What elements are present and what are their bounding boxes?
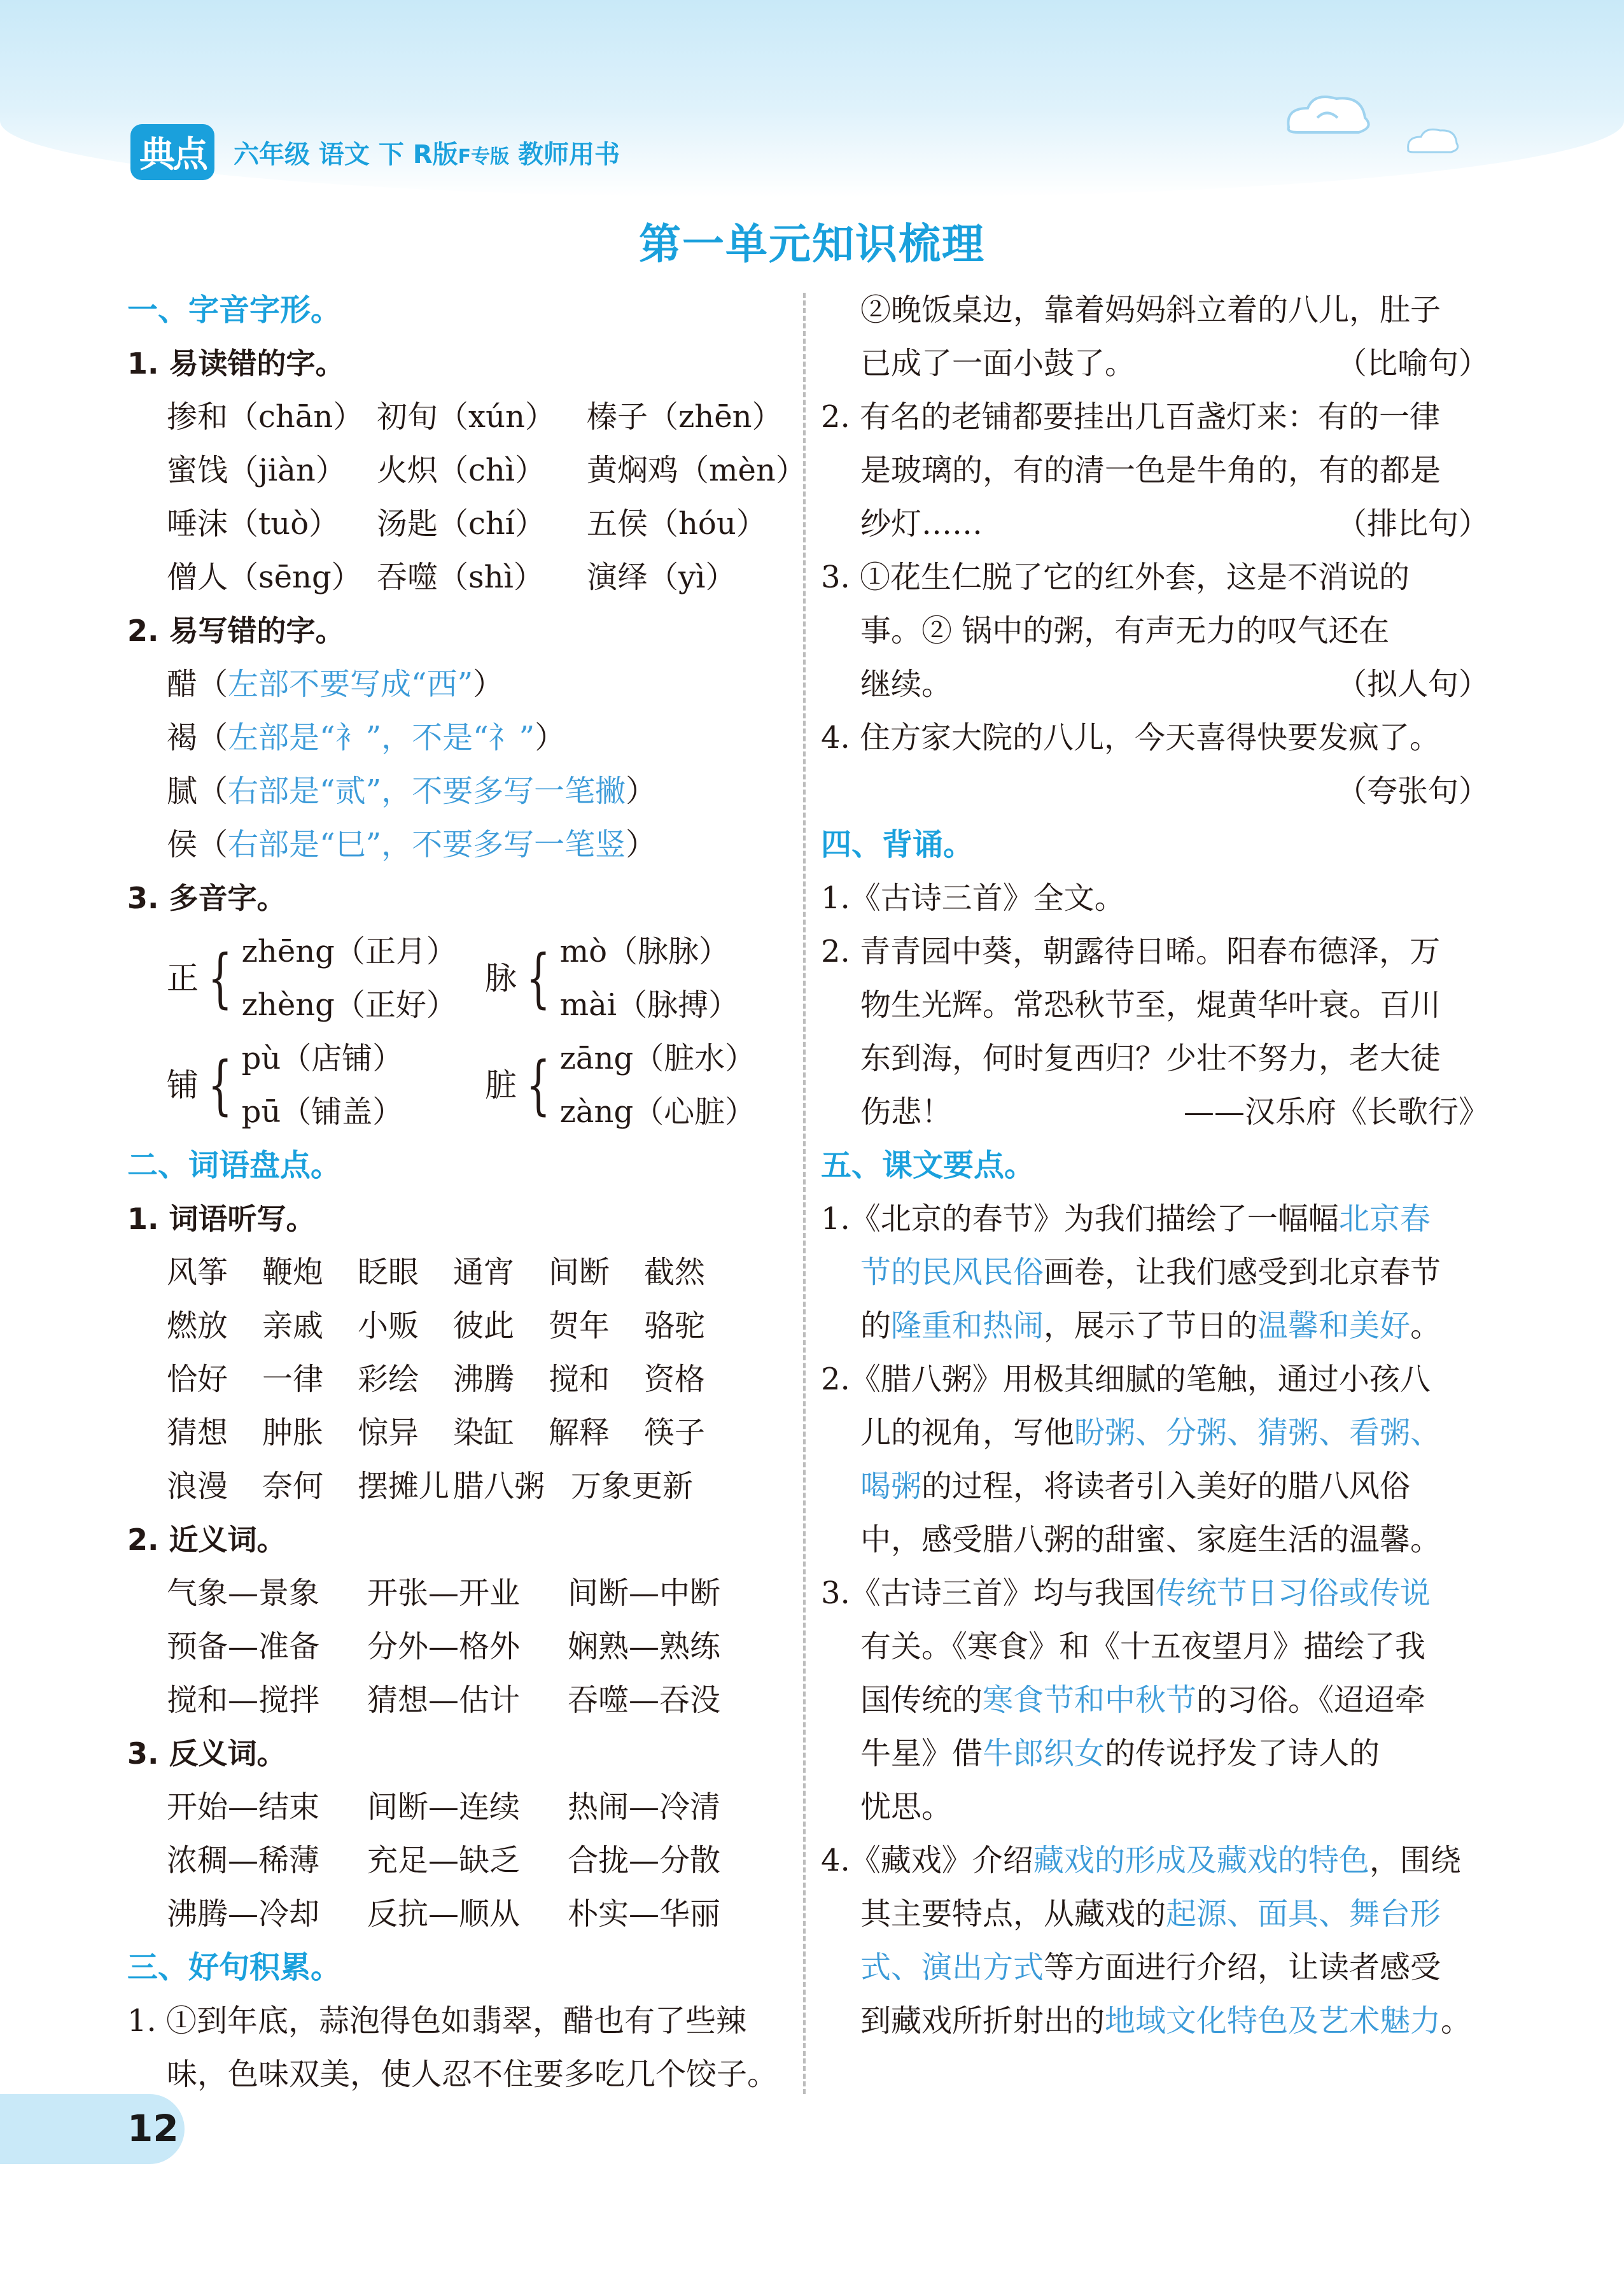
list-item: 筷子 [644, 1415, 706, 1451]
list-item: 猜想—估计 [367, 1682, 521, 1718]
list-item: 侯（右部是“⺒”，不要多写一笔竖） [167, 827, 657, 862]
subheading: 2. 近义词。 [127, 1522, 286, 1557]
subheading: 1. 易读错的字。 [127, 346, 345, 381]
list-item: 燃放 [167, 1308, 228, 1344]
list-item: 僧人（sēng） [167, 559, 362, 595]
list-item: 资格 [644, 1361, 706, 1397]
list-item: 奈何 [262, 1468, 324, 1504]
list-item: 浪漫 [167, 1468, 228, 1504]
list-item: 充足—缺乏 [367, 1843, 521, 1878]
sentence-item: 1. ①到年底，蒜泡得色如翡翠，醋也有了些辣 味，色味双美，使人忍不住要多吃几个饺子。 [127, 2003, 778, 2092]
list-item: 气象—景象 [167, 1575, 320, 1611]
list-item: 鞭炮 [262, 1255, 324, 1290]
list-item: 截然 [644, 1255, 706, 1290]
page-number: 12 [127, 2107, 179, 2150]
list-item: 浓稠—稀薄 [167, 1843, 320, 1878]
list-item: 沸腾—冷却 [167, 1896, 320, 1932]
list-item: 间断 [549, 1255, 610, 1290]
list-item: 腊八粥 [453, 1468, 545, 1504]
list-item: 五侯（hóu） [587, 506, 767, 542]
list-item: 合拢—分散 [568, 1843, 721, 1878]
list-item: 猜想 [167, 1415, 228, 1451]
poem-source: ——汉乐府《长歌行》 [1183, 1094, 1489, 1130]
list-item: 染缸 [453, 1415, 515, 1451]
section-heading: 五、课文要点。 [821, 1148, 1035, 1183]
list-item: 彩绘 [358, 1361, 419, 1397]
list-item: 骆驼 [644, 1308, 706, 1344]
polyphone-item: 正 { zhēng（正月） zhèng（正好） [167, 934, 457, 1023]
sentence-type: （拟人句） [1336, 666, 1489, 702]
synonym-list [127, 1566, 789, 1727]
list-item: 朴实—华丽 [568, 1896, 721, 1932]
polyphone-list [127, 925, 789, 1139]
list-item: 掺和（chān） [167, 399, 364, 435]
list-item: 搅和 [549, 1361, 610, 1397]
key-point: 2.《腊八粥》用极其细腻的笔触，通过小孩八 儿的视角，写他盼粥、分粥、猜粥、看粥、 喝粥的过程，将读者引入美好的腊八风俗 中，感受腊八粥的甜蜜、家庭生活的温馨。 [821, 1361, 1441, 1557]
list-item: 惊异 [358, 1415, 419, 1451]
subheading: 1. 词语听写。 [127, 1202, 316, 1236]
sentence-type: （排比句） [1336, 506, 1489, 542]
sentence-type: （夸张句） [1336, 773, 1489, 809]
right-column [821, 283, 1489, 2048]
subheading: 3. 反义词。 [127, 1736, 286, 1771]
list-item: 腻（右部是“贰”，不要多写一笔撇） [167, 773, 657, 809]
recite-item: 1.《古诗三首》全文。 [821, 880, 1125, 916]
sentence-item: 4. 住方家大院的八儿，今天喜得快要发疯了。 [821, 720, 1441, 756]
list-item: 黄焖鸡（mèn） [587, 453, 806, 488]
list-item: 榛子（zhēn） [587, 399, 783, 435]
cloud-icon [1279, 89, 1375, 140]
list-item: 恰好 [167, 1361, 228, 1397]
list-item: 彼此 [453, 1308, 515, 1344]
list-item: 通宵 [453, 1255, 515, 1290]
list-item: 搅和—搅拌 [167, 1682, 320, 1718]
list-item: 演绎（yì） [587, 559, 736, 595]
subheading: 2. 易写错的字。 [127, 614, 345, 648]
key-point: 1.《北京的春节》为我们描绘了一幅幅北京春 节的民风民俗画卷，让我们感受到北京春节 的隆重和热闹，展示了节日的温馨和美好。 [821, 1201, 1441, 1344]
list-item: 眨眼 [358, 1255, 419, 1290]
list-item: 分外—格外 [367, 1629, 521, 1664]
list-item: 一律 [262, 1361, 324, 1397]
list-item: 沸腾 [453, 1361, 515, 1397]
section-heading: 二、词语盘点。 [127, 1148, 342, 1183]
list-item: 间断—中断 [568, 1575, 721, 1611]
key-point: 4.《藏戏》介绍藏戏的形成及藏戏的特色，围绕 其主要特点，从藏戏的起源、面具、舞台形 式、演出方式等方面进行介绍，让读者感受 到藏戏所折射出的地域文化特色及艺术魅力。 [821, 1843, 1472, 2039]
list-item: 初旬（xún） [377, 399, 556, 435]
list-item: 娴熟—熟练 [568, 1629, 721, 1664]
list-item: 反抗—顺从 [367, 1896, 521, 1932]
list-item: 肿胀 [262, 1415, 324, 1451]
list-item: 亲戚 [262, 1308, 324, 1344]
left-column [127, 283, 806, 2101]
antonym-list [127, 1780, 789, 1941]
list-item: 褐（左部是“衤”，不是“礻”） [167, 720, 566, 756]
recite-item: 2. 青青园中葵，朝露待日晞。阳春布德泽，万 物生光辉。常恐秋节至，焜黄华叶衰。百川 东到海，何时复西归？少壮不努力，老大徒 伤悲！ ——汉乐府《长歌行》 [821, 925, 1489, 1139]
list-item: 间断—连续 [367, 1789, 521, 1825]
polyphone-item: 脏 { zāng（脏水） zàng（心脏） [485, 1041, 756, 1130]
book-logo: 典点 [130, 124, 214, 180]
sentence-item: ②晚饭桌边，靠着妈妈斜立着的八儿，肚子 已成了一面小鼓了。 [860, 292, 1441, 381]
list-item: 摆摊儿 [358, 1468, 450, 1504]
list-item: 吞噬（shì） [377, 559, 544, 595]
list-item: 火炽（chì） [377, 453, 546, 488]
cloud-icon [1403, 124, 1460, 156]
dictation-list [127, 1246, 789, 1459]
page-number-tab [0, 2094, 185, 2164]
sentence-item: 3. ①花生仁脱了它的红外套，这是不消说的 事。② 锅中的粥，有声无力的叹气还在 继续。 [821, 559, 1410, 702]
list-item: 贺年 [549, 1308, 610, 1344]
polyphone-item: 脉 { mò（脉脉） mài（脉搏） [485, 934, 739, 1023]
list-item: 汤匙（chí） [377, 506, 546, 542]
list-item: 开张—开业 [367, 1575, 521, 1611]
column-divider [803, 293, 806, 2094]
sentence-item: 2. 有名的老铺都要挂出几百盏灯来：有的一律 是玻璃的，有的清一色是牛角的，有的都是 纱灯…… [821, 399, 1441, 542]
subheading: 3. 多音字。 [127, 881, 286, 915]
section-heading: 一、字音字形。 [127, 292, 342, 328]
section-heading: 三、好句积累。 [127, 1950, 342, 1985]
list-item: 解释 [549, 1415, 610, 1451]
list-item: 热闹—冷清 [568, 1789, 721, 1825]
list-item: 风筝 [167, 1255, 228, 1290]
page-title: 第一单元知识梳理 [639, 220, 985, 269]
list-item: 蜜饯（jiàn） [167, 453, 346, 488]
list-item: 小贩 [358, 1308, 419, 1344]
list-item: 吞噬—吞没 [568, 1682, 721, 1718]
list-item: 万象更新 [571, 1468, 694, 1504]
list-item: 醋（左部不要写成“西”） [167, 666, 504, 702]
section-heading: 四、背诵。 [821, 827, 974, 862]
polyphone-item: 铺 { pù（店铺） pū（铺盖） [167, 1041, 403, 1130]
sentence-type: （比喻句） [1336, 346, 1489, 381]
list-item: 开始—结束 [167, 1789, 320, 1825]
list-item: 预备—准备 [167, 1629, 320, 1664]
key-point: 3.《古诗三首》均与我国传统节日习俗或传说 有关。《寒食》和《十五夜望月》描绘了我 国传统的寒食节和中秋节的习俗。《迢迢牵 牛星》借牛郎织女的传说抒发了诗人的 忧思。 [821, 1575, 1431, 1825]
book-brand [130, 124, 620, 180]
book-series-label: 六年级 语文 下 R版F专版 教师用书 [234, 139, 620, 169]
dictation-list [127, 1459, 789, 1513]
easy-read-list [127, 390, 806, 604]
list-item: 唾沫（tuò） [167, 506, 340, 542]
